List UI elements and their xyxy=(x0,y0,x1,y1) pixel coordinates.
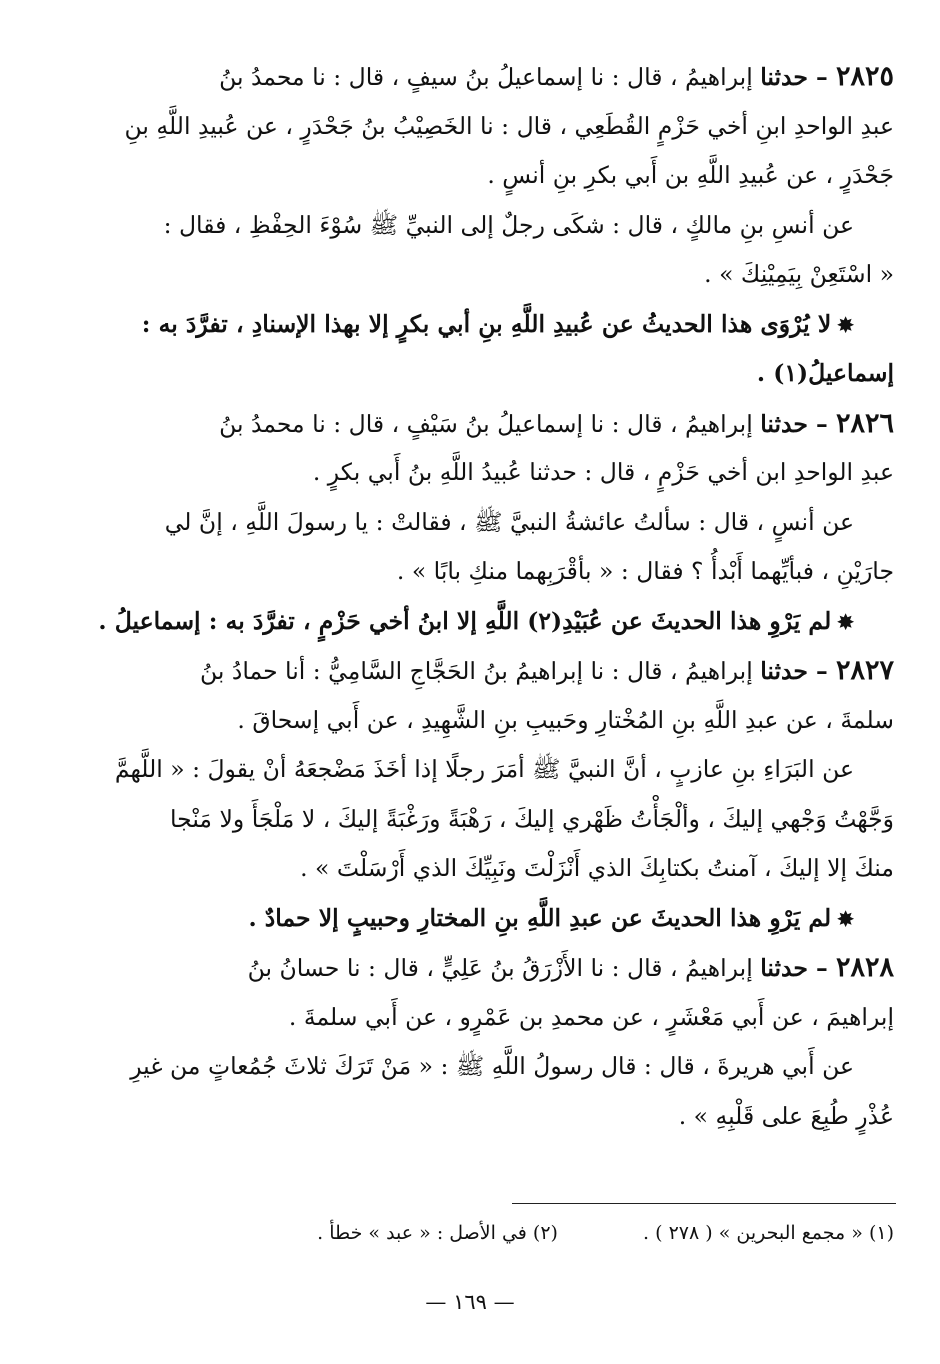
dash: – xyxy=(807,409,836,438)
footnote-divider xyxy=(512,1203,896,1204)
matn-line xyxy=(68,498,894,548)
isnad-lead: حدثنا xyxy=(760,409,808,438)
matn-line xyxy=(68,250,894,300)
matn-line xyxy=(68,795,894,845)
isnad-lead: حدثنا xyxy=(760,63,808,91)
footnotes xyxy=(68,1218,894,1248)
matn-text: عن أَبي هريرةَ ، قال : قال رسولُ اللَّهِ ﷺ : « مَنْ تَرَكَ ثلاثَ جُمُعاتٍ من غيرِ xyxy=(130,1052,854,1080)
matn-text: منكَ إلا إليكَ ، آمنتُ بكتابِكَ الذي أَنْزَلْتَ ونَبِيِّكَ الذي أَرْسَلْتَ » . xyxy=(300,854,894,882)
isnad-text: إبراهيمُ ، قال : نا إسماعيلُ بنُ سَيْفٍ ، قال : نا محمدُ بنُ xyxy=(219,409,761,438)
isnad-text: إبراهيمُ ، قال : نا إسماعيلُ بنُ سيفٍ ، قال : نا محمدُ بنُ xyxy=(219,63,761,91)
matn-line xyxy=(68,1042,894,1092)
isnad-line xyxy=(68,151,894,201)
matn-text: عن أنسِ بنِ مالكٍ ، قال : شكَى رجلٌ إلى النبيِّ ﷺ سُوْءَ الحِفْظِ ، فقال : xyxy=(163,210,854,239)
isnad-line xyxy=(68,52,894,102)
hadith-text-body xyxy=(68,52,894,1141)
isnad-line xyxy=(68,696,894,746)
note-line xyxy=(68,300,894,350)
matn-text: وَجَّهْتُ وَجْهي إليكَ ، وألْجَأْتُ ظَهْري إليكَ ، رَهْبَةً ورَغْبَةً إليكَ ، لا مَلْجَأَ ولا مَنْجا xyxy=(170,804,894,833)
note-text: إسماعيلُ(١) . xyxy=(756,359,894,387)
matn-line xyxy=(68,844,894,894)
note-line xyxy=(68,349,894,399)
hadith-number: ٢٨٢٥ xyxy=(835,61,894,92)
isnad-text: عبدِ الواحدِ ابن أخي حَزْمٍ ، قال : حدثنا عُبيدُ اللَّهِ بنُ أَبي بكرٍ . xyxy=(312,458,894,486)
isnad-line xyxy=(68,448,894,498)
note-text: لا يُرْوَى هذا الحديثُ عن عُبيدِ اللَّهِ بنِ أبي بكرٍ إلا بهذا الإسنادِ ، تفرَّدَ به : xyxy=(141,309,832,338)
isnad-text: جَحْدَرٍ ، عن عُبيدِ اللَّهِ بن أَبي بكرِ بنِ أنسٍ . xyxy=(487,161,894,189)
isnad-text: إبراهيمُ ، قال : نا إبراهيمُ بنُ الحَجَّاجِ السَّامِيُّ : أنا حمادُ بنُ xyxy=(199,657,761,685)
isnad-text: إبراهيمَ ، عن أَبي مَعْشَرٍ ، عن محمدِ بن عَمْرٍو ، عن أَبي سلمةَ . xyxy=(288,1002,894,1031)
matn-text: « اسْتَعِنْ بِيَمِيْنِكَ » . xyxy=(704,260,894,288)
note-text: لم يَرْوِ هذا الحديثَ عن عُبَيْدِ(٢) اللَّهِ إلا ابنُ أخي حَزْمٍ ، تفرَّدَ به : إسماعيلُ . xyxy=(98,606,832,635)
footnote-2: (٢) في الأصل : « عبد » خطأ . xyxy=(317,1222,558,1244)
matn-text: عُذْرٍ طُبِعَ على قَلْبِهِ » . xyxy=(678,1101,894,1130)
isnad-line xyxy=(68,993,894,1043)
hadith-number: ٢٨٢٧ xyxy=(835,655,894,686)
isnad-line xyxy=(68,102,894,152)
matn-line xyxy=(68,1092,894,1142)
isnad-text: سلمةَ ، عن عبدِ اللَّهِ بنِ المُخْتارِ وحَبيبِ بنِ الشَّهِيدِ ، عن أَبي إسحاقَ . xyxy=(237,705,894,734)
isnad-lead: حدثنا xyxy=(760,954,808,982)
matn-text: عن أنسٍ ، قال : سألتُ عائشةُ النبيَّ ﷺ ، فقالتْ : يا رسولَ اللَّهِ ، إنَّ لي xyxy=(164,507,854,536)
note-text: لم يَرْوِ هذا الحديثَ عن عبدِ اللَّهِ بنِ المختارِ وحبيبٍ إلا حمادٌ . xyxy=(248,903,832,932)
matn-text: عن البَرَاءِ بنِ عازبٍ ، أنَّ النبيَّ ﷺ أمَرَ رجلًا إذا أخَذَ مَضْجعَهُ أنْ يقولَ : « اللَّهمَّ xyxy=(114,755,854,783)
hadith-number: ٢٨٢٦ xyxy=(835,407,894,439)
matn-text: جارَيْنِ ، فبأيِّهما أَبْدأُ ؟ فقال : « بأقْرَبِهما منكِ بابًا » . xyxy=(396,557,894,585)
star-icon: ✸ xyxy=(837,312,854,337)
isnad-lead: حدثنا xyxy=(760,657,808,685)
matn-line xyxy=(68,547,894,597)
dash: – xyxy=(807,954,836,982)
page-number: — ١٦٩ — xyxy=(425,1290,515,1314)
isnad-text: إبراهيمُ ، قال : نا الأَزْرَقُ بنُ عَلِيٍّ ، قال : نا حسانُ بنُ xyxy=(247,954,761,982)
star-icon: ✸ xyxy=(837,609,854,634)
note-line xyxy=(68,894,894,944)
note-line xyxy=(68,597,894,647)
hadith-number: ٢٨٢٨ xyxy=(835,952,894,983)
matn-line xyxy=(68,745,894,795)
star-icon: ✸ xyxy=(837,906,854,931)
isnad-line xyxy=(68,399,894,449)
footnote-1: (١) « مجمع البحرين » ( ٢٧٨ ) . xyxy=(643,1222,894,1244)
matn-line xyxy=(68,201,894,251)
isnad-text: عبدِ الواحدِ ابنِ أخي حَزْمٍ القُطَعِي ، قال : نا الخَصِيْبُ بنُ جَحْدَرٍ ، عن عُبيدِ اللَّهِ بنِ xyxy=(124,111,894,140)
isnad-line xyxy=(68,943,894,993)
dash: – xyxy=(807,63,836,91)
isnad-line xyxy=(68,646,894,696)
dash: – xyxy=(807,657,836,685)
